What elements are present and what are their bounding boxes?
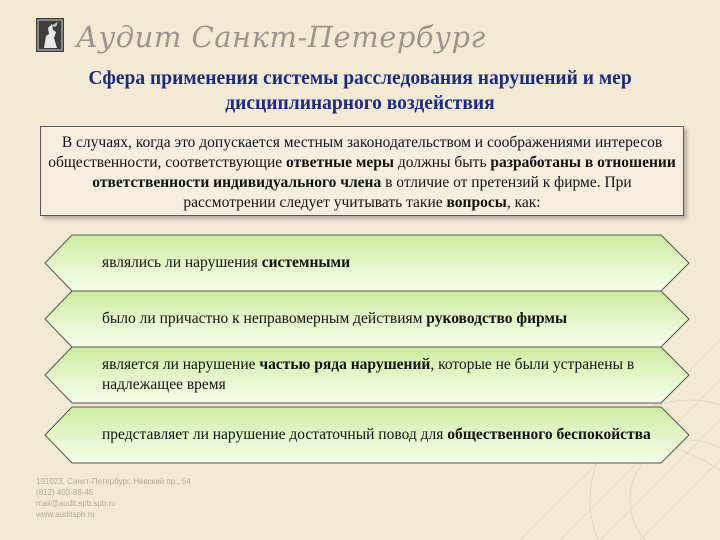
page-title bbox=[20, 66, 700, 116]
item-text-bold: руководство фирмы bbox=[426, 310, 568, 327]
brand-name: Аудит Санкт-Петербург bbox=[76, 20, 486, 54]
item-text-bold: частью ряда нарушений bbox=[259, 356, 431, 373]
intro-bold-3: вопросы bbox=[446, 194, 507, 211]
item-text bbox=[102, 346, 676, 404]
intro-text-4: , как: bbox=[506, 194, 541, 211]
item-text bbox=[102, 406, 676, 464]
footer-address: 191023, Санкт-Петербург, Невский пр., 54 bbox=[36, 477, 191, 486]
item-text-bold: общественного беспокойства bbox=[447, 426, 651, 443]
footer-contacts bbox=[36, 476, 191, 520]
intro-bold-2: разработаны в отношении ответственности индивидуального члена bbox=[92, 154, 676, 191]
title-line-1: Сфера применения системы расследования нарушений и мер bbox=[88, 68, 632, 89]
list-item bbox=[44, 406, 690, 464]
item-text-plain: является ли нарушение bbox=[102, 356, 260, 373]
item-text-plain: представляет ли нарушение достаточный повод для bbox=[102, 426, 448, 443]
item-text bbox=[102, 234, 676, 292]
logo-icon bbox=[36, 18, 64, 52]
intro-bold-1: ответные меры bbox=[286, 154, 395, 171]
footer-website: www.auditspb.ru bbox=[36, 510, 95, 519]
title-line-2: дисциплинарного воздействия bbox=[225, 93, 495, 114]
item-text-bold: системными bbox=[261, 254, 351, 271]
intro-text-3: в отличие от претензий к фирме. При рассмотрении следует учитывать такие bbox=[183, 174, 632, 211]
footer-email: mail@audit.spb.spb.ru bbox=[36, 499, 116, 508]
footer-phone: (812) 403-86-45 bbox=[36, 488, 94, 497]
intro-box bbox=[40, 126, 684, 216]
list-item bbox=[44, 234, 690, 292]
list-item bbox=[44, 290, 690, 348]
item-text bbox=[102, 290, 676, 348]
intro-text-2: должны быть bbox=[394, 154, 491, 171]
item-text-tail: , которые не были устранены в надлежащее время bbox=[102, 356, 635, 393]
intro-text-1: В случаях, когда это допускается местным законодательством и соображениями интересов общественности, соответствующие bbox=[48, 134, 663, 171]
list-item bbox=[44, 346, 690, 404]
item-text-plain: было ли причастно к неправомерным действиям bbox=[102, 310, 427, 327]
item-text-plain: являлись ли нарушения bbox=[102, 254, 262, 271]
